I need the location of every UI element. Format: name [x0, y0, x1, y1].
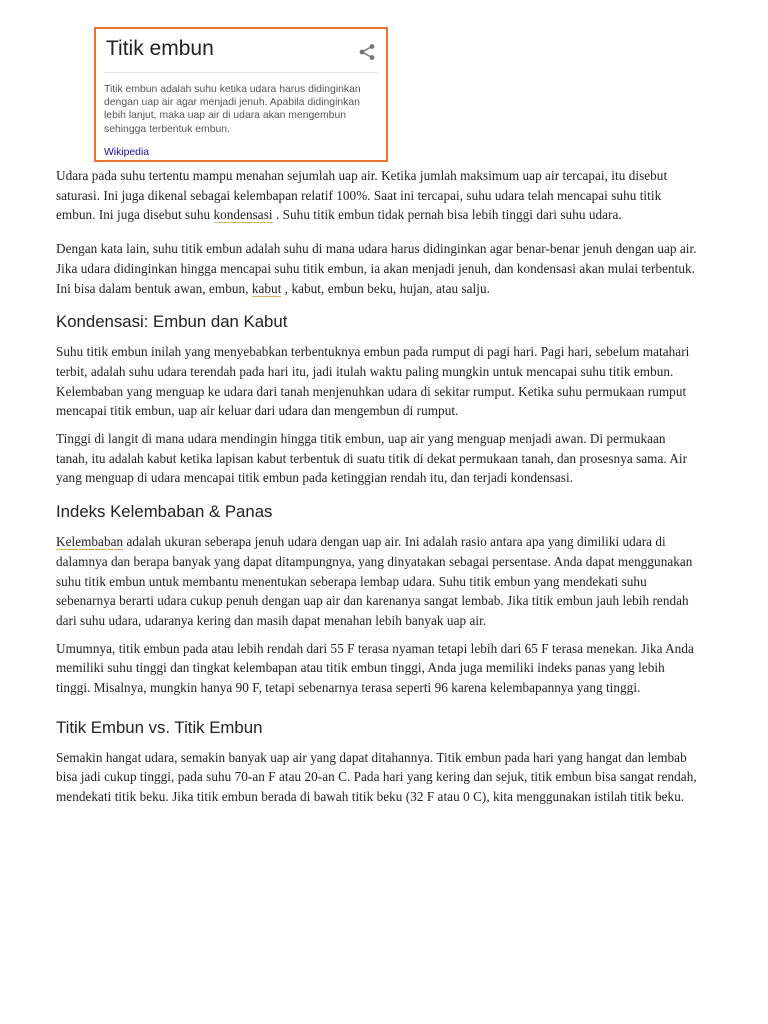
share-icon[interactable] [358, 43, 376, 61]
keyword-kabut[interactable]: kabut [251, 280, 282, 296]
card-divider [104, 72, 378, 73]
keyword-kelembaban[interactable]: Kelembaban [56, 534, 124, 550]
definition-card [94, 27, 388, 162]
card-title: Titik embun [106, 37, 214, 60]
wikipedia-link[interactable]: Wikipedia [104, 147, 150, 158]
article-body [56, 166, 698, 807]
kondensasi-paragraph-2: Tinggi di langit di mana udara mendingin hingga titik embun, uap air yang menguap menjadi awan. Di permukaan tanah, itu adalah kabut ketika lapisan kabut terbentuk di suatu titik di dekat permukaan tanah, dan prosesnya sama. Air yang menguap di udara mencapai titik embun pada ketinggian rendah itu, dan terjadi kondensasi. [56, 431, 688, 486]
heading-titik-embun-vs: Titik Embun vs. Titik Embun [56, 717, 263, 737]
heading-kondensasi: Kondensasi: Embun dan Kabut [56, 312, 288, 332]
intro-paragraph-2: Dengan kata lain, suhu titik embun adalah suhu di mana udara harus didinginkan agar benar-benar jenuh dengan uap air. Jika udara didinginkan hingga mencapai suhu titik embun, ia akan menjadi jenuh, dan kondensasi akan mulai terbentuk. Ini bisa dalam bentuk awan, embun, kabut , kabut, embun beku, hujan, atau salju. [56, 241, 697, 296]
indeks-paragraph-1: Kelembaban adalah ukuran seberapa jenuh udara dengan uap air. Ini adalah rasio antara apa yang dimiliki udara di dalamnya dan berapa banyak yang dapat ditampungnya, yang dinyatakan sebagai persentase. Anda dapat menggunakan suhu titik embun untuk membantu menentukan seberapa lembap udara. Suhu titik embun yang mendekati suhu sebenarnya berarti udara cukup penuh dengan uap air dan karenanya sangat lembab. Jika titik embun jauh lebih rendah dari suhu udara, udaranya kering dan masih dapat menahan lebih banyak uap air. [56, 534, 693, 628]
vs-paragraph-1: Semakin hangat udara, semakin banyak uap air yang dapat ditahannya. Titik embun pada hari yang hangat dan lembab bisa jadi cukup tinggi, pada suhu 70-an F atau 20-an C. Pada hari yang kering dan sejuk, titik embun bisa sangat rendah, mendekati titik beku. Jika titik embun berada di bawah titik beku (32 F atau 0 C), kita menggunakan istilah titik beku. [56, 749, 697, 805]
indeks-paragraph-2: Umumnya, titik embun pada atau lebih rendah dari 55 F terasa nyaman tetapi lebih dari 65 F terasa menekan. Jika Anda memiliki suhu tinggi dan tingkat kelembapan atau titik embun tinggi, Anda juga memiliki indeks panas yang lebih tinggi. Misalnya, mungkin hanya 90 F, tetapi sebenarnya terasa seperti 96 karena kelembapannya yang tinggi. [56, 640, 694, 696]
intro-paragraph-1: Udara pada suhu tertentu mampu menahan sejumlah uap air. Ketika jumlah maksimum uap air tercapai, itu disebut saturasi. Ini juga dikenal sebagai kelembapan relatif 100%. Saat ini tercapai, suhu udara telah mencapai suhu titik embun. Ini juga disebut suhu kondensasi . Suhu titik embun tidak pernah bisa lebih tinggi dari suhu udara. [56, 168, 668, 223]
heading-indeks: Indeks Kelembaban & Panas [56, 502, 273, 522]
card-definition: Titik embun adalah suhu ketika udara harus didinginkan dengan uap air agar menjadi jenuh. Apabila didinginkan lebih lanjut, maka uap air di udara akan mengembun sehingga terbentuk embun. [104, 84, 361, 135]
keyword-kondensasi[interactable]: kondensasi [213, 207, 273, 223]
kondensasi-paragraph-1: Suhu titik embun inilah yang menyebabkan terbentuknya embun pada rumput di pagi hari. Pagi hari, sebelum matahari terbit, adalah suhu udara terendah pada hari itu, jadi itulah waktu paling mungkin untuk mencapai suhu titik embun. Kelembaban yang menguap ke udara dari tanah menjenuhkan udara di sekitar rumput. Ketika suhu permukaan rumput mencapai titik embun, uap air keluar dari udara dan mengembun di rumput. [56, 344, 690, 419]
